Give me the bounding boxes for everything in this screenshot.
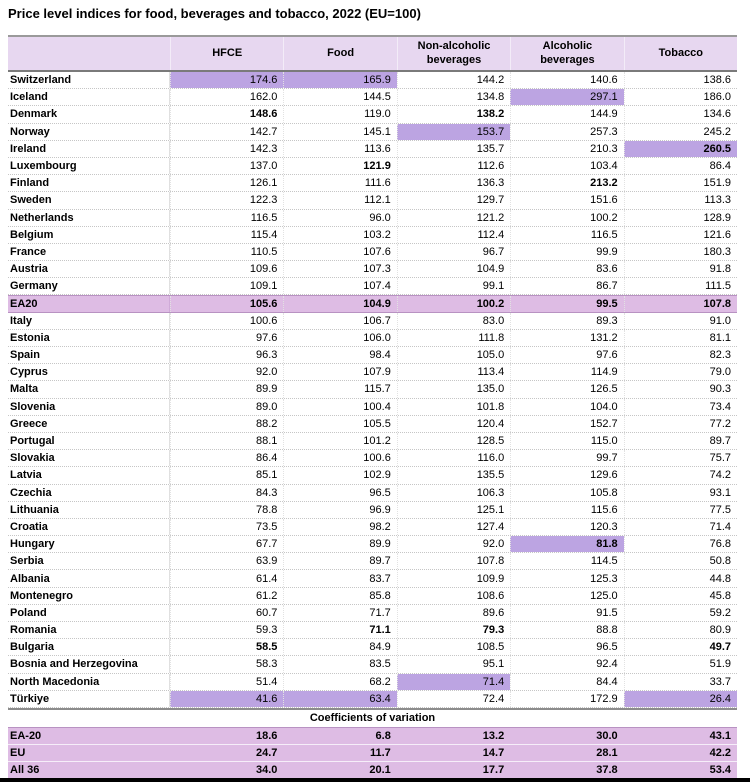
value-cell: 89.0 bbox=[170, 399, 283, 415]
country-label: Serbia bbox=[8, 553, 170, 569]
value-cell: 84.9 bbox=[283, 639, 396, 655]
value-cell: 257.3 bbox=[510, 124, 623, 140]
value-cell: 91.5 bbox=[510, 605, 623, 621]
value-cell: 71.4 bbox=[397, 674, 510, 690]
cv-rows bbox=[8, 727, 737, 780]
country-label: Greece bbox=[8, 416, 170, 432]
country-label: Montenegro bbox=[8, 588, 170, 604]
value-cell: 115.6 bbox=[510, 502, 623, 518]
value-cell: 83.6 bbox=[510, 261, 623, 277]
value-cell: 50.8 bbox=[624, 553, 737, 569]
value-cell: 120.3 bbox=[510, 519, 623, 535]
table-row bbox=[8, 622, 737, 639]
value-cell: 73.5 bbox=[170, 519, 283, 535]
country-label: Slovakia bbox=[8, 450, 170, 466]
cv-section-title: Coefficients of variation bbox=[8, 710, 737, 727]
value-cell: 89.6 bbox=[397, 605, 510, 621]
country-label: Belgium bbox=[8, 227, 170, 243]
value-cell: 97.6 bbox=[170, 330, 283, 346]
value-cell: 58.5 bbox=[170, 639, 283, 655]
value-cell: 63.9 bbox=[170, 553, 283, 569]
value-cell: 107.8 bbox=[624, 296, 737, 311]
value-cell: 120.4 bbox=[397, 416, 510, 432]
table-row bbox=[8, 450, 737, 467]
country-label: Albania bbox=[8, 570, 170, 586]
country-label: Türkiye bbox=[8, 691, 170, 707]
value-cell: 142.7 bbox=[170, 124, 283, 140]
value-cell: 92.0 bbox=[170, 364, 283, 380]
value-cell: 126.5 bbox=[510, 381, 623, 397]
price-level-table bbox=[8, 35, 737, 780]
value-cell: 245.2 bbox=[624, 124, 737, 140]
country-label: Cyprus bbox=[8, 364, 170, 380]
table-body bbox=[8, 72, 737, 708]
value-cell: 113.6 bbox=[283, 141, 396, 157]
value-cell: 71.4 bbox=[624, 519, 737, 535]
country-label: Lithuania bbox=[8, 502, 170, 518]
value-cell: 104.9 bbox=[397, 261, 510, 277]
table-row bbox=[8, 364, 737, 381]
cv-value-cell: 43.1 bbox=[709, 729, 732, 742]
value-cell: 88.8 bbox=[510, 622, 623, 638]
table-row bbox=[8, 141, 737, 158]
table-row bbox=[8, 192, 737, 209]
value-cell: 125.1 bbox=[397, 502, 510, 518]
cv-value-cell: 28.1 bbox=[596, 746, 618, 759]
value-cell: 213.2 bbox=[510, 175, 623, 191]
cv-row bbox=[8, 762, 737, 779]
country-label: Latvia bbox=[8, 467, 170, 483]
table-row bbox=[8, 570, 737, 587]
value-cell: 115.4 bbox=[170, 227, 283, 243]
value-cell: 165.9 bbox=[283, 72, 396, 88]
table-row bbox=[8, 519, 737, 536]
cv-value-cell: 17.7 bbox=[482, 764, 505, 777]
value-cell: 79.0 bbox=[624, 364, 737, 380]
value-cell: 113.4 bbox=[397, 364, 510, 380]
country-label: Hungary bbox=[8, 536, 170, 552]
value-cell: 97.6 bbox=[510, 347, 623, 363]
value-cell: 112.4 bbox=[397, 227, 510, 243]
cv-value-cell: 20.1 bbox=[369, 764, 391, 777]
table-row bbox=[8, 536, 737, 553]
value-cell: 121.6 bbox=[624, 227, 737, 243]
value-cell: 99.9 bbox=[510, 244, 623, 260]
value-cell: 138.6 bbox=[624, 72, 737, 88]
value-cell: 95.1 bbox=[397, 656, 510, 672]
value-cell: 84.4 bbox=[510, 674, 623, 690]
country-label: Estonia bbox=[8, 330, 170, 346]
value-cell: 83.7 bbox=[283, 570, 396, 586]
table-row bbox=[8, 330, 737, 347]
value-cell: 44.8 bbox=[624, 570, 737, 586]
value-cell: 98.2 bbox=[283, 519, 396, 535]
value-cell: 96.3 bbox=[170, 347, 283, 363]
table-row bbox=[8, 502, 737, 519]
value-cell: 91.8 bbox=[624, 261, 737, 277]
value-cell: 151.6 bbox=[510, 192, 623, 208]
value-cell: 135.7 bbox=[397, 141, 510, 157]
value-cell: 77.5 bbox=[624, 502, 737, 518]
value-cell: 297.1 bbox=[510, 89, 623, 105]
cv-value-cell: 14.7 bbox=[482, 746, 505, 759]
table-row bbox=[8, 467, 737, 484]
cv-row bbox=[8, 728, 737, 745]
value-cell: 92.4 bbox=[510, 656, 623, 672]
table-row bbox=[8, 210, 737, 227]
value-cell: 107.8 bbox=[397, 553, 510, 569]
value-cell: 137.0 bbox=[170, 158, 283, 174]
value-cell: 100.6 bbox=[170, 313, 283, 329]
value-cell: 152.7 bbox=[510, 416, 623, 432]
header-country-cell bbox=[8, 37, 170, 70]
value-cell: 100.2 bbox=[397, 296, 510, 311]
cv-value-cell: 6.8 bbox=[375, 729, 391, 742]
country-label: Netherlands bbox=[8, 210, 170, 226]
table-row bbox=[8, 656, 737, 673]
value-cell: 145.1 bbox=[283, 124, 396, 140]
value-cell: 100.6 bbox=[283, 450, 396, 466]
value-cell: 103.4 bbox=[510, 158, 623, 174]
value-cell: 89.9 bbox=[170, 381, 283, 397]
cv-value-cell: 11.7 bbox=[370, 746, 391, 759]
value-cell: 135.0 bbox=[397, 381, 510, 397]
country-label: Italy bbox=[8, 313, 170, 329]
table-row bbox=[8, 261, 737, 278]
value-cell: 85.8 bbox=[283, 588, 396, 604]
value-cell: 100.4 bbox=[283, 399, 396, 415]
value-cell: 115.7 bbox=[283, 381, 396, 397]
table-row bbox=[8, 295, 737, 312]
cv-row bbox=[8, 745, 737, 762]
value-cell: 103.2 bbox=[283, 227, 396, 243]
value-cell: 148.6 bbox=[170, 106, 283, 122]
country-label: North Macedonia bbox=[8, 674, 170, 690]
value-cell: 88.1 bbox=[170, 433, 283, 449]
table-row bbox=[8, 485, 737, 502]
value-cell: 81.1 bbox=[624, 330, 737, 346]
value-cell: 58.3 bbox=[170, 656, 283, 672]
country-label: Czechia bbox=[8, 485, 170, 501]
cv-value-cell: 13.2 bbox=[482, 729, 505, 742]
value-cell: 78.8 bbox=[170, 502, 283, 518]
value-cell: 112.6 bbox=[397, 158, 510, 174]
value-cell: 77.2 bbox=[624, 416, 737, 432]
table-row bbox=[8, 588, 737, 605]
value-cell: 116.5 bbox=[170, 210, 283, 226]
value-cell: 59.2 bbox=[624, 605, 737, 621]
value-cell: 41.6 bbox=[170, 691, 283, 707]
value-cell: 107.9 bbox=[283, 364, 396, 380]
value-cell: 129.6 bbox=[510, 467, 623, 483]
value-cell: 115.0 bbox=[510, 433, 623, 449]
value-cell: 61.4 bbox=[170, 570, 283, 586]
value-cell: 108.6 bbox=[397, 588, 510, 604]
table-row bbox=[8, 244, 737, 261]
value-cell: 113.3 bbox=[624, 192, 737, 208]
table-header-row bbox=[8, 35, 737, 72]
table-row bbox=[8, 106, 737, 123]
table-row bbox=[8, 416, 737, 433]
value-cell: 116.0 bbox=[397, 450, 510, 466]
cv-row-label: All 36 bbox=[10, 764, 40, 777]
header-col-label: Non-alcoholic beverages bbox=[397, 37, 510, 70]
table-row bbox=[8, 347, 737, 364]
table-row bbox=[8, 691, 737, 708]
country-label: Denmark bbox=[8, 106, 170, 122]
value-cell: 109.1 bbox=[170, 278, 283, 294]
table-row bbox=[8, 605, 737, 622]
bottom-border-bar bbox=[0, 778, 750, 782]
value-cell: 210.3 bbox=[510, 141, 623, 157]
value-cell: 172.9 bbox=[510, 691, 623, 707]
value-cell: 144.2 bbox=[397, 72, 510, 88]
country-label: Spain bbox=[8, 347, 170, 363]
value-cell: 86.4 bbox=[170, 450, 283, 466]
value-cell: 127.4 bbox=[397, 519, 510, 535]
cv-value-cell: 53.4 bbox=[709, 764, 732, 777]
value-cell: 99.1 bbox=[397, 278, 510, 294]
country-label: Poland bbox=[8, 605, 170, 621]
value-cell: 101.2 bbox=[283, 433, 396, 449]
value-cell: 84.3 bbox=[170, 485, 283, 501]
value-cell: 96.0 bbox=[283, 210, 396, 226]
value-cell: 110.5 bbox=[170, 244, 283, 260]
value-cell: 131.2 bbox=[510, 330, 623, 346]
value-cell: 75.7 bbox=[624, 450, 737, 466]
value-cell: 138.2 bbox=[397, 106, 510, 122]
value-cell: 92.0 bbox=[397, 536, 510, 552]
country-label: Portugal bbox=[8, 433, 170, 449]
value-cell: 111.8 bbox=[397, 330, 510, 346]
country-label: Ireland bbox=[8, 141, 170, 157]
table-row bbox=[8, 278, 737, 295]
value-cell: 112.1 bbox=[283, 192, 396, 208]
value-cell: 126.1 bbox=[170, 175, 283, 191]
value-cell: 109.9 bbox=[397, 570, 510, 586]
value-cell: 116.5 bbox=[510, 227, 623, 243]
value-cell: 89.7 bbox=[624, 433, 737, 449]
table-row bbox=[8, 89, 737, 106]
table-row bbox=[8, 313, 737, 330]
value-cell: 72.4 bbox=[397, 691, 510, 707]
table-row bbox=[8, 158, 737, 175]
value-cell: 108.5 bbox=[397, 639, 510, 655]
value-cell: 96.7 bbox=[397, 244, 510, 260]
country-label: Luxembourg bbox=[8, 158, 170, 174]
value-cell: 105.0 bbox=[397, 347, 510, 363]
value-cell: 68.2 bbox=[283, 674, 396, 690]
value-cell: 106.3 bbox=[397, 485, 510, 501]
value-cell: 85.1 bbox=[170, 467, 283, 483]
country-label: Bosnia and Herzegovina bbox=[8, 656, 170, 672]
cv-value-cell: 30.0 bbox=[596, 729, 618, 742]
value-cell: 79.3 bbox=[397, 622, 510, 638]
value-cell: 111.5 bbox=[624, 278, 737, 294]
value-cell: 105.6 bbox=[170, 296, 283, 311]
country-label: Malta bbox=[8, 381, 170, 397]
value-cell: 109.6 bbox=[170, 261, 283, 277]
header-col-label: Food bbox=[283, 37, 396, 70]
value-cell: 59.3 bbox=[170, 622, 283, 638]
value-cell: 74.2 bbox=[624, 467, 737, 483]
value-cell: 140.6 bbox=[510, 72, 623, 88]
value-cell: 63.4 bbox=[283, 691, 396, 707]
value-cell: 104.0 bbox=[510, 399, 623, 415]
table-row bbox=[8, 639, 737, 656]
table-row bbox=[8, 381, 737, 398]
value-cell: 134.6 bbox=[624, 106, 737, 122]
value-cell: 96.5 bbox=[283, 485, 396, 501]
value-cell: 71.7 bbox=[283, 605, 396, 621]
value-cell: 104.9 bbox=[283, 296, 396, 311]
value-cell: 174.6 bbox=[170, 72, 283, 88]
table-row bbox=[8, 227, 737, 244]
country-label: Austria bbox=[8, 261, 170, 277]
cv-value-cell: 34.0 bbox=[255, 764, 278, 777]
table-row bbox=[8, 433, 737, 450]
value-cell: 98.4 bbox=[283, 347, 396, 363]
header-col-label: Alcoholic beverages bbox=[510, 37, 623, 70]
page-title: Price level indices for food, beverages and tobacco, 2022 (EU=100) bbox=[8, 6, 421, 21]
value-cell: 76.8 bbox=[624, 536, 737, 552]
value-cell: 45.8 bbox=[624, 588, 737, 604]
value-cell: 96.5 bbox=[510, 639, 623, 655]
value-cell: 81.8 bbox=[510, 536, 623, 552]
table-row bbox=[8, 72, 737, 89]
value-cell: 83.0 bbox=[397, 313, 510, 329]
value-cell: 89.7 bbox=[283, 553, 396, 569]
value-cell: 121.2 bbox=[397, 210, 510, 226]
country-label: Sweden bbox=[8, 192, 170, 208]
value-cell: 128.9 bbox=[624, 210, 737, 226]
country-label: Bulgaria bbox=[8, 639, 170, 655]
country-label: Iceland bbox=[8, 89, 170, 105]
value-cell: 73.4 bbox=[624, 399, 737, 415]
value-cell: 106.0 bbox=[283, 330, 396, 346]
country-label: Finland bbox=[8, 175, 170, 191]
value-cell: 67.7 bbox=[170, 536, 283, 552]
value-cell: 91.0 bbox=[624, 313, 737, 329]
value-cell: 180.3 bbox=[624, 244, 737, 260]
value-cell: 80.9 bbox=[624, 622, 737, 638]
table-row bbox=[8, 175, 737, 192]
value-cell: 105.8 bbox=[510, 485, 623, 501]
country-label: Switzerland bbox=[8, 72, 170, 88]
value-cell: 71.1 bbox=[283, 622, 396, 638]
value-cell: 86.4 bbox=[624, 158, 737, 174]
value-cell: 144.5 bbox=[283, 89, 396, 105]
value-cell: 107.4 bbox=[283, 278, 396, 294]
value-cell: 142.3 bbox=[170, 141, 283, 157]
value-cell: 49.7 bbox=[624, 639, 737, 655]
value-cell: 107.6 bbox=[283, 244, 396, 260]
value-cell: 107.3 bbox=[283, 261, 396, 277]
value-cell: 128.5 bbox=[397, 433, 510, 449]
cv-value-cell: 42.2 bbox=[709, 746, 732, 759]
value-cell: 162.0 bbox=[170, 89, 283, 105]
value-cell: 122.3 bbox=[170, 192, 283, 208]
value-cell: 134.8 bbox=[397, 89, 510, 105]
table-row bbox=[8, 124, 737, 141]
country-label: France bbox=[8, 244, 170, 260]
table-row bbox=[8, 553, 737, 570]
value-cell: 260.5 bbox=[624, 141, 737, 157]
value-cell: 135.5 bbox=[397, 467, 510, 483]
country-label: Norway bbox=[8, 124, 170, 140]
value-cell: 88.2 bbox=[170, 416, 283, 432]
value-cell: 153.7 bbox=[397, 124, 510, 140]
value-cell: 93.1 bbox=[624, 485, 737, 501]
value-cell: 114.9 bbox=[510, 364, 623, 380]
value-cell: 89.9 bbox=[283, 536, 396, 552]
table-row bbox=[8, 674, 737, 691]
country-label: Croatia bbox=[8, 519, 170, 535]
value-cell: 136.3 bbox=[397, 175, 510, 191]
value-cell: 99.7 bbox=[510, 450, 623, 466]
value-cell: 89.3 bbox=[510, 313, 623, 329]
value-cell: 82.3 bbox=[624, 347, 737, 363]
value-cell: 96.9 bbox=[283, 502, 396, 518]
cv-value-cell: 18.6 bbox=[255, 729, 278, 742]
value-cell: 99.5 bbox=[510, 296, 623, 311]
cv-value-cell: 24.7 bbox=[255, 746, 278, 759]
value-cell: 144.9 bbox=[510, 106, 623, 122]
header-col-label: HFCE bbox=[170, 37, 283, 70]
value-cell: 114.5 bbox=[510, 553, 623, 569]
value-cell: 86.7 bbox=[510, 278, 623, 294]
value-cell: 51.4 bbox=[170, 674, 283, 690]
value-cell: 90.3 bbox=[624, 381, 737, 397]
country-label: Slovenia bbox=[8, 399, 170, 415]
header-col-label: Tobacco bbox=[624, 37, 737, 70]
value-cell: 125.0 bbox=[510, 588, 623, 604]
value-cell: 26.4 bbox=[624, 691, 737, 707]
value-cell: 186.0 bbox=[624, 89, 737, 105]
value-cell: 125.3 bbox=[510, 570, 623, 586]
table-row bbox=[8, 399, 737, 416]
country-label: Romania bbox=[8, 622, 170, 638]
value-cell: 61.2 bbox=[170, 588, 283, 604]
value-cell: 102.9 bbox=[283, 467, 396, 483]
value-cell: 101.8 bbox=[397, 399, 510, 415]
value-cell: 83.5 bbox=[283, 656, 396, 672]
value-cell: 119.0 bbox=[283, 106, 396, 122]
cv-row-label: EU bbox=[10, 746, 26, 759]
value-cell: 121.9 bbox=[283, 158, 396, 174]
value-cell: 129.7 bbox=[397, 192, 510, 208]
value-cell: 105.5 bbox=[283, 416, 396, 432]
value-cell: 51.9 bbox=[624, 656, 737, 672]
cv-value-cell: 37.8 bbox=[596, 764, 618, 777]
value-cell: 100.2 bbox=[510, 210, 623, 226]
value-cell: 60.7 bbox=[170, 605, 283, 621]
value-cell: 111.6 bbox=[283, 175, 396, 191]
value-cell: 151.9 bbox=[624, 175, 737, 191]
value-cell: 33.7 bbox=[624, 674, 737, 690]
cv-row-label: EA-20 bbox=[10, 729, 42, 742]
country-label: EA20 bbox=[8, 296, 170, 311]
value-cell: 106.7 bbox=[283, 313, 396, 329]
country-label: Germany bbox=[8, 278, 170, 294]
